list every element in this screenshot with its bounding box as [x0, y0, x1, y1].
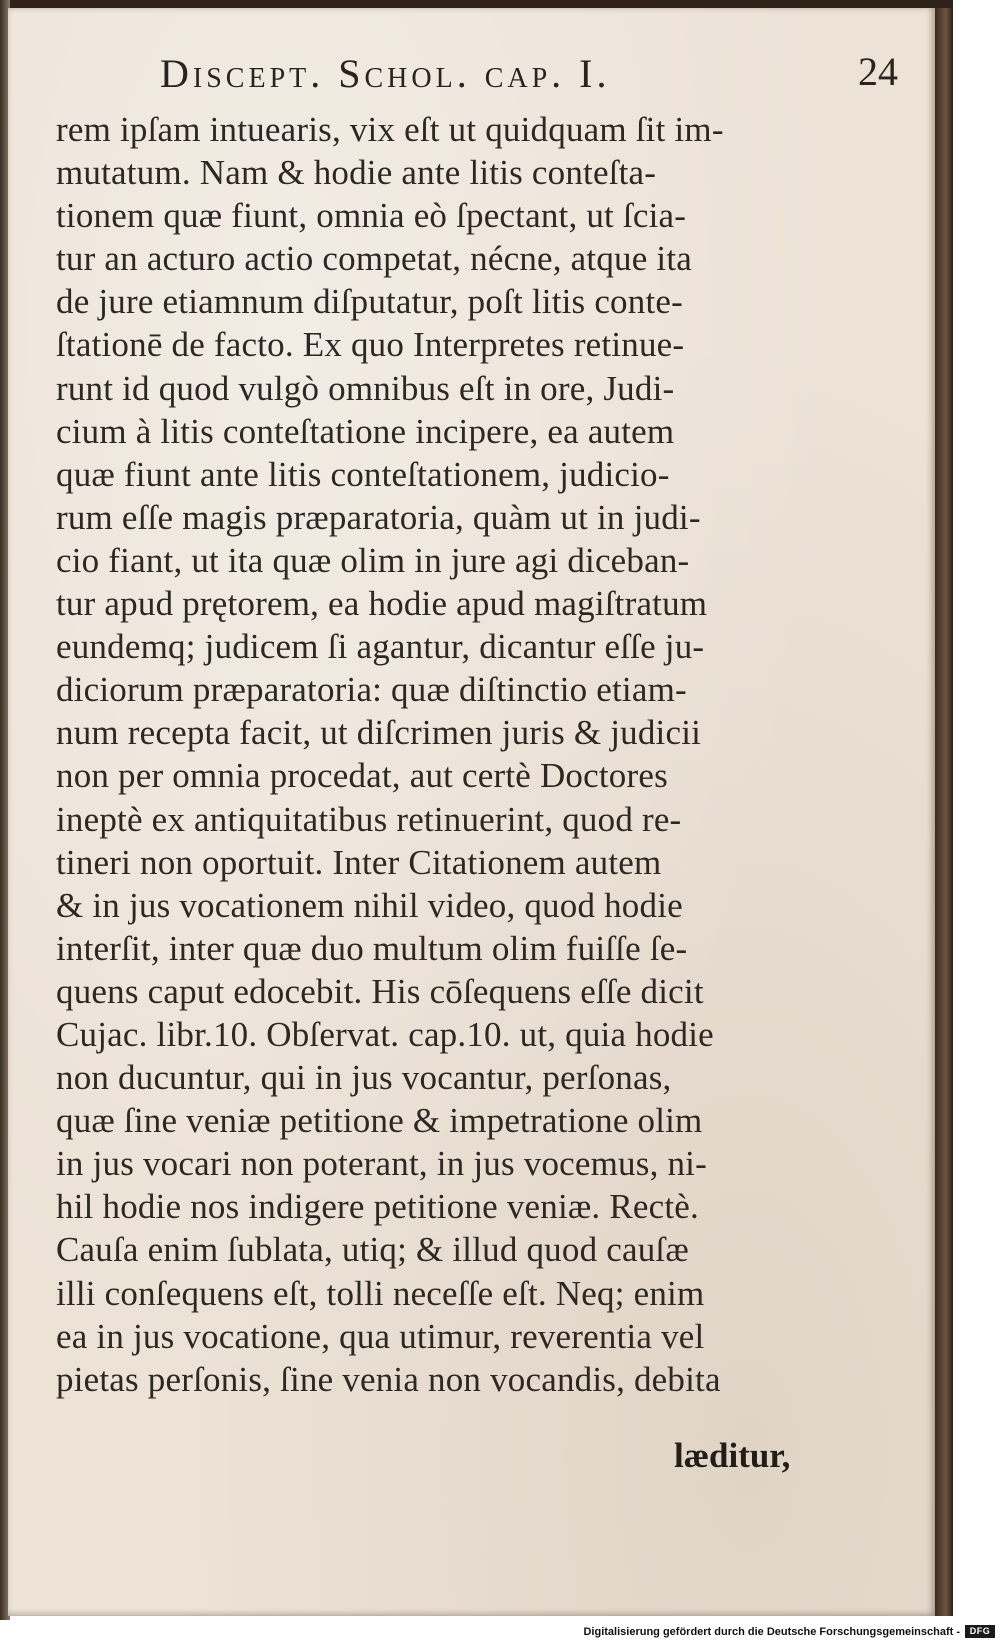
- text-line: quæ ſine veniæ petitione & impetratione olim: [56, 1101, 703, 1141]
- text-line: cium à litis conteſtatione incipere, ea autem: [56, 411, 675, 451]
- dfg-logo: DFG: [965, 1625, 995, 1638]
- text-line: ſtationē de facto. Ex quo Interpretes retinue-: [56, 325, 685, 365]
- text-line: num recepta facit, ut diſcrimen juris & judicii: [56, 713, 702, 753]
- text-line: Cauſa enim ſublata, utiq; & illud quod cauſæ: [56, 1230, 689, 1270]
- page-header: [48, 42, 898, 102]
- text-line: ea in jus vocatione, qua utimur, reverentia vel: [56, 1316, 705, 1356]
- text-line: cio fiant, ut ita quæ olim in jure agi diceban-: [56, 540, 690, 580]
- text-line: non per omnia procedat, aut certè Doctores: [56, 756, 668, 796]
- text-line: quæ fiunt ante litis conteſtationem, judicio-: [56, 454, 670, 494]
- text-line: pietas perſonis, ſine venia non vocandis, debita: [56, 1359, 721, 1399]
- text-line: ineptè ex antiquitatibus retinuerint, quod re-: [56, 799, 682, 839]
- text-line: hil hodie nos indigere petitione veniæ. Rectè.: [56, 1187, 699, 1227]
- text-line: tionem quæ fiunt, omnia eò ſpectant, ut ſcia-: [56, 196, 687, 236]
- text-line: eundemq; judicem ſi agantur, dicantur eſſe ju-: [56, 627, 705, 667]
- text-line: tineri non oportuit. Inter Citationem autem: [56, 842, 662, 882]
- book-page: [8, 8, 935, 1616]
- text-line: mutatum. Nam & hodie ante litis conteſta-: [56, 153, 657, 193]
- text-line: runt id quod vulgò omnibus eſt in ore, Judi-: [56, 368, 675, 408]
- catchword: læditur,: [674, 1436, 791, 1475]
- text-line: non ducuntur, qui in jus vocantur, perſonas,: [56, 1058, 672, 1098]
- text-line: rem ipſam intuearis, vix eſt ut quidquam ſit im-: [56, 110, 724, 149]
- text-line: interſit, inter quæ duo multum olim fuiſſe ſe-: [56, 928, 688, 968]
- text-line: in jus vocari non poterant, in jus vocemus, ni-: [56, 1144, 707, 1184]
- text-line: de jure etiamnum diſputatur, poſt litis conte-: [56, 282, 683, 322]
- text-line: Cujac. libr.10. Obſervat. cap.10. ut, quia hodie: [56, 1014, 714, 1054]
- page-top-edge: [8, 0, 953, 8]
- text-line: diciorum præparatoria: quæ diſtinctio etiam-: [56, 670, 687, 710]
- running-head: Discept. Schol. cap. I.: [160, 51, 611, 96]
- page-number: 24: [858, 49, 898, 94]
- text-line: tur an acturo actio competat, nécne, atque ita: [56, 239, 692, 279]
- page-right-edge: [935, 8, 953, 1616]
- footer-strip: [0, 1620, 1000, 1645]
- text-line: illi conſequens eſt, tolli neceſſe eſt. Neq; enim: [56, 1273, 705, 1313]
- text-line: quens caput edocebit. His cōſequens eſſe dicit: [56, 971, 704, 1011]
- footer-credit: Digitalisierung gefördert durch die Deutsche Forschungsgemeinschaft -: [583, 1626, 960, 1638]
- body-text: [56, 108, 846, 1401]
- text-line: & in jus vocationem nihil video, quod hodie: [56, 885, 683, 925]
- text-line: tur apud prętorem, ea hodie apud magiſtratum: [56, 584, 708, 624]
- text-line: rum eſſe magis præparatoria, quàm ut in judi-: [56, 497, 701, 537]
